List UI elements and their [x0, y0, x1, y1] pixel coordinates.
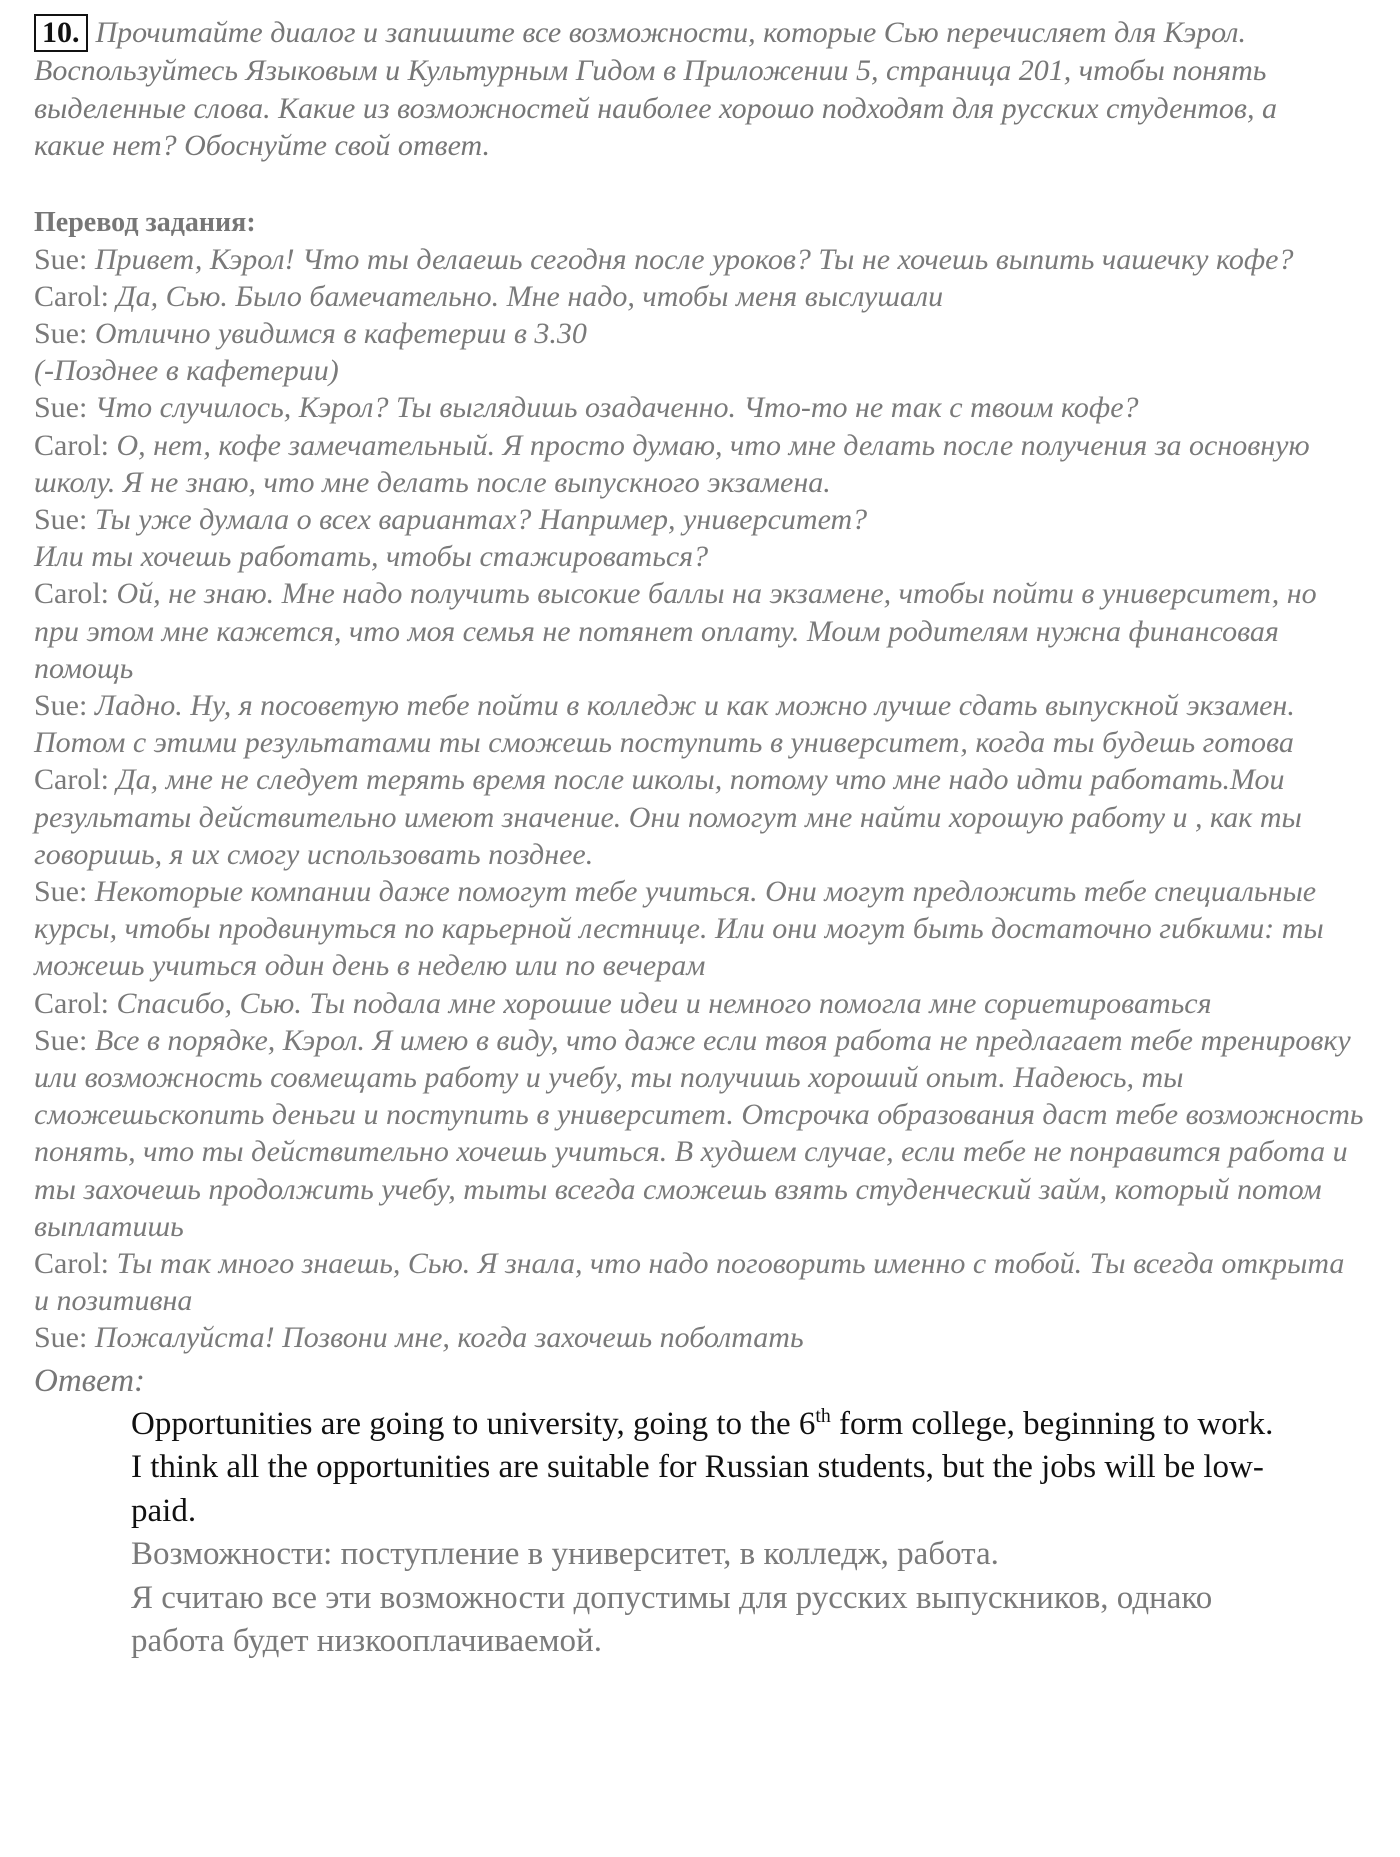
dialog-text: Ты так много знаешь, Сью. Я знала, что надо поговорить именно с тобой. Ты всегда открыта и позитивна	[34, 1246, 1345, 1318]
dialog-speaker: Sue:	[34, 1023, 88, 1057]
dialog-line	[34, 985, 1364, 1022]
dialog-text: Все в порядке, Кэрол. Я имею в виду, что даже если твоя работа не предлагает тебе тренировку или возможность совмещать работу и учебу, ты получишь хороший опыт. Надеюсь, ты сможешьскопить деньги и поступить в университет. Отсрочка образования даст тебе возможность понять, что ты действительно хочешь учиться. В худшем случае, если тебе не понравится работа и ты захочешь продолжить учебу, тыты всегда сможешь взять студенческий займ, который потом выплатишь	[34, 1023, 1364, 1243]
dialog-text: Или ты хочешь работать, чтобы стажироваться?	[34, 540, 709, 574]
dialog-text: Спасибо, Сью. Ты подала мне хорошие идеи и немного помогла мне сориетироваться	[109, 986, 1212, 1020]
dialog-line	[34, 761, 1364, 873]
dialog-line	[34, 538, 1364, 575]
dialog-text: Ты уже думала о всех вариантах? Например, университет?	[87, 502, 868, 536]
dialog-speaker: Carol:	[34, 986, 109, 1020]
dialog-speaker: Carol:	[34, 763, 109, 797]
dialog-text: (-Позднее в кафетерии)	[34, 354, 339, 388]
dialog-line	[34, 687, 1364, 761]
dialog-text: Ой, не знаю. Мне надо получить высокие баллы на экзамене, чтобы пойти в университет, но при этом мне кажется, что моя семья не потянет оплату. Моим родителям нужна финансовая помощь	[34, 577, 1317, 685]
dialog-line	[34, 241, 1364, 278]
answer-label: Ответ:	[34, 1362, 146, 1399]
dialog-line	[34, 352, 1364, 389]
ordinal-superscript: th	[815, 1404, 831, 1427]
answer-russian-paragraph-1: Возможности: поступление в университет, в колледж, работа.	[131, 1536, 999, 1573]
dialog-speaker: Sue:	[34, 391, 88, 425]
dialog-line	[34, 427, 1364, 501]
dialog-line	[34, 1319, 1364, 1356]
dialog-speaker: Sue:	[34, 242, 88, 276]
dialog-line	[34, 575, 1364, 687]
answer-english-paragraph-2: I think all the opportunities are suitable for Russian students, but the jobs will be low-paid.	[131, 1449, 1264, 1529]
dialog-text: Что случилось, Кэрол? Ты выглядишь озадаченно. Что-то не так с твоим кофе?	[87, 391, 1139, 425]
dialog-text: Отлично увидимся в кафетерии в 3.30	[87, 316, 587, 350]
translation-title: Перевод задания:	[34, 206, 256, 238]
dialog-speaker: Carol:	[34, 279, 109, 313]
answer-english-1-text-end: form college, beginning to work.	[830, 1405, 1274, 1442]
dialog-line	[34, 389, 1364, 426]
dialog-text: О, нет, кофе замечательный. Я просто думаю, что мне делать после получения за основную школу. Я не знаю, что мне делать после выпускного экзамена.	[34, 428, 1310, 499]
dialog-speaker: Sue:	[34, 502, 88, 536]
dialog-line	[34, 315, 1364, 352]
answer-block	[131, 1403, 1281, 1664]
answer-english-1-text: Opportunities are going to university, going to the 6	[131, 1405, 816, 1442]
dialog-speaker: Carol:	[34, 1246, 109, 1280]
dialog-speaker: Sue:	[34, 874, 88, 908]
dialog-line	[34, 501, 1364, 538]
document-page	[34, 14, 1374, 1664]
dialog-line	[34, 1022, 1364, 1245]
dialog-text: Некоторые компании даже помогут тебе учиться. Они могут предложить тебе специальные курсы, чтобы продвинуться по карьерной лестнице. Или они могут быть достаточно гибкими: ты можешь учиться один день в неделю или по вечерам	[34, 874, 1324, 983]
task-instructions-block	[34, 14, 1334, 165]
dialog-translation	[34, 241, 1364, 1357]
dialog-line	[34, 873, 1364, 985]
dialog-speaker: Sue:	[34, 688, 88, 722]
dialog-speaker: Sue:	[34, 1321, 88, 1355]
dialog-text: Привет, Кэрол! Что ты делаешь сегодня после уроков? Ты не хочешь выпить чашечку кофе?	[87, 242, 1294, 276]
dialog-line	[34, 278, 1364, 315]
task-number-badge: 10.	[34, 14, 88, 52]
dialog-speaker: Sue:	[34, 316, 88, 350]
dialog-line	[34, 1245, 1364, 1319]
task-instructions-text: Прочитайте диалог и запишите все возможности, которые Сью перечисляет для Кэрол. Воспользуйтесь Языковым и Культурным Гидом в Приложении 5, страница 201, чтобы понять выделенные слова. Какие из возможностей наиболее хорошо подходят для русских студентов, а какие нет? Обоснуйте свой ответ.	[34, 16, 1277, 162]
dialog-text: Да, мне не следует терять время после школы, потому что мне надо идти работать.Мои результаты действительно имеют значение. Они помогут мне найти хорошую работу и , как ты говоришь, я их смогу использовать позднее.	[34, 763, 1302, 871]
answer-english-paragraph-1	[131, 1403, 1281, 1447]
answer-russian-paragraph-2: Я считаю все эти возможности допустимы для русских выпускников, однако работа будет низкооплачиваемой.	[131, 1579, 1213, 1660]
dialog-speaker: Carol:	[34, 428, 109, 462]
dialog-text: Ладно. Ну, я посоветую тебе пойти в колледж и как можно лучше сдать выпускной экзамен. Потом с этими результатами ты сможешь поступить в университет, когда ты будешь готова	[34, 688, 1295, 760]
dialog-speaker: Carol:	[34, 577, 109, 611]
dialog-text: Да, Сью. Было бамечательно. Мне надо, чтобы меня выслушали	[109, 279, 944, 313]
dialog-text: Пожалуйста! Позвони мне, когда захочешь поболтать	[87, 1321, 804, 1355]
